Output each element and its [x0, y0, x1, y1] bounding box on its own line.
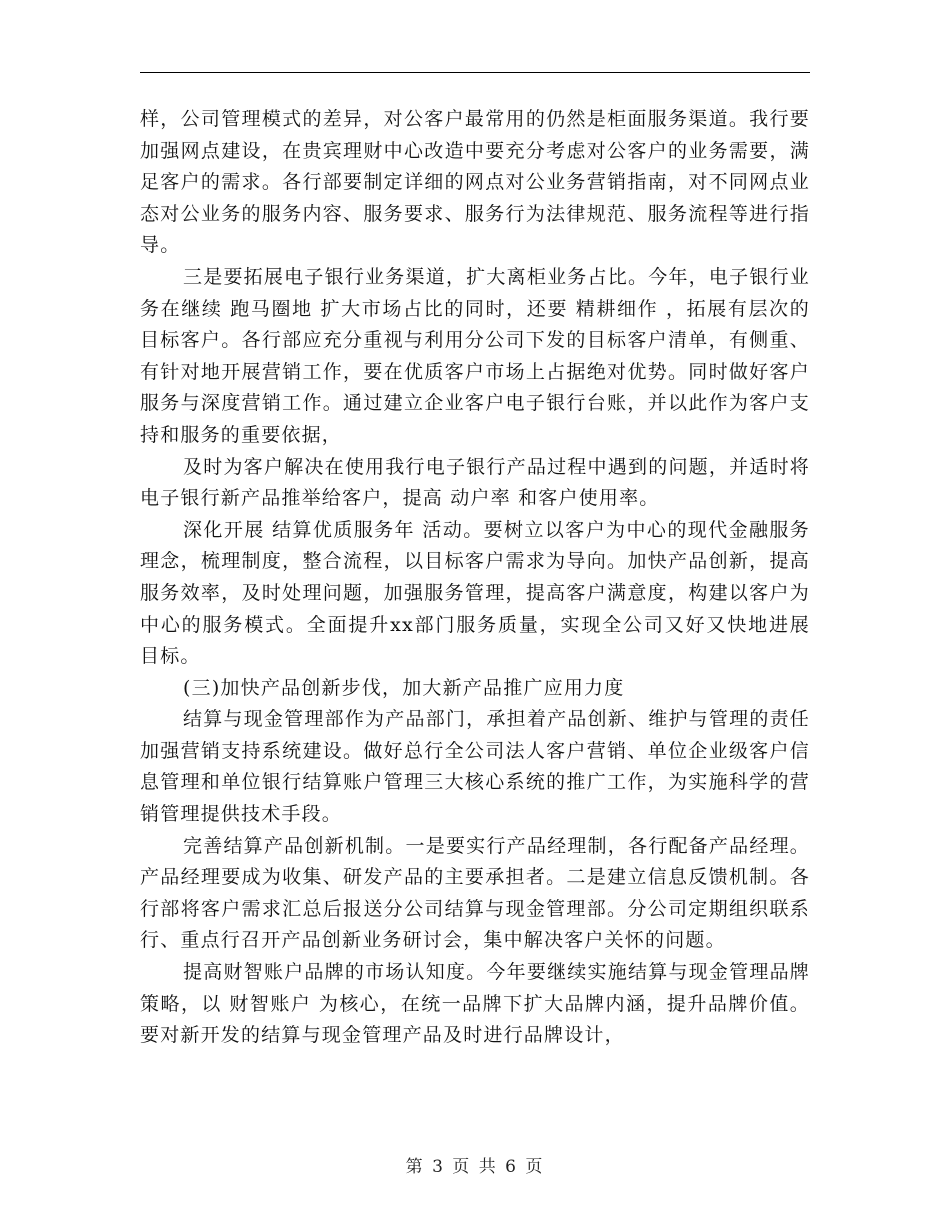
page-number: 第 3 页 共 6 页: [405, 1157, 545, 1177]
paragraph-1: 样，公司管理模式的差异，对公客户最常用的仍然是柜面服务渠道。我行要加强网点建设，在贵宾理财中心改造中要充分考虑对公客户的业务需要，满足客户的需求。各行部要制定详细的网点对公业务营销指南，对不同网点业态对公业务的服务内容、服务要求、服务行为法律规范、服务流程等进行指导。: [140, 108, 810, 257]
paragraph-7: 提高财智账户品牌的市场认知度。今年要继续实施结算与现金管理品牌策略，以 财智账户 为核心，在统一品牌下扩大品牌内涵，提升品牌价值。要对新开发的结算与现金管理产品及时进行品牌设计，: [140, 961, 810, 1047]
paragraph-2: 三是要拓展电子银行业务渠道，扩大离柜业务占比。今年，电子银行业务在继续 跑马圈地 扩大市场占比的同时，还要 精耕细作 ，拓展有层次的目标客户。各行部应充分重视与利用分公司下发的目标客户清单，有侧重、有针对地开展营销工作，要在优质客户市场上占据绝对优势。同时做好客户服务与深度营销工作。通过建立企业客户电子银行台账，并以此作为客户支持和服务的重要依据，: [140, 265, 810, 446]
paragraph-6: 完善结算产品创新机制。一是要实行产品经理制，各行配备产品经理。产品经理要成为收集、研发产品的主要承担者。二是建立信息反馈机制。各行部将客户需求汇总后报送分公司结算与现金管理部。分公司定期组织联系行、重点行召开产品创新业务研讨会，集中解决客户关怀的问题。: [140, 834, 810, 952]
document-body: [140, 104, 810, 1052]
header-rule: [140, 72, 810, 73]
paragraph-5: 结算与现金管理部作为产品部门，承担着产品创新、维护与管理的责任加强营销支持系统建设。做好总行全公司法人客户营销、单位企业级客户信息管理和单位银行结算账户管理三大核心系统的推广工作，为实施科学的营销管理提供技术手段。: [140, 708, 810, 826]
section-heading: (三)加快产品创新步伐，加大新产品推广应用力度: [183, 676, 625, 699]
paragraph-4: 深化开展 结算优质服务年 活动。要树立以客户为中心的现代金融服务理念，梳理制度，整合流程，以目标客户需求为导向。加快产品创新，提高服务效率，及时处理问题，加强服务管理，提高客户满意度，构建以客户为中心的服务模式。全面提升xx部门服务质量，实现全公司又好又快地进展目标。: [140, 518, 810, 668]
paragraph-3: 及时为客户解决在使用我行电子银行产品过程中遇到的问题，并适时将电子银行新产品推举给客户，提高 动户率 和客户使用率。: [140, 455, 810, 510]
